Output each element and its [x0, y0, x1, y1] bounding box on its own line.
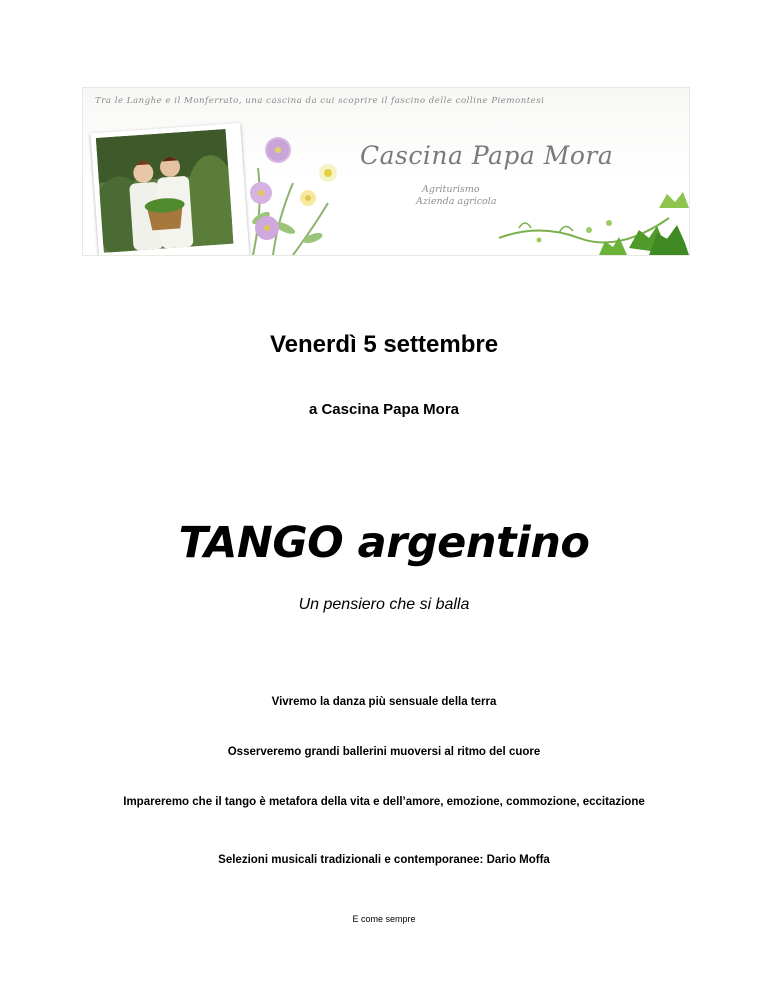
description-line: Impareremo che il tango è metafora della vita e dell’amore, emozione, commozione, eccitazione: [123, 796, 645, 808]
music-selection-line: Selezioni musicali tradizionali e contemporanee: Dario Moffa: [218, 854, 550, 866]
brand-subtitle-azienda: Azienda agricola: [416, 196, 497, 207]
event-title: TANGO argentino: [178, 518, 590, 568]
vine-leaves-illustration: [499, 178, 689, 255]
banner-photo: [90, 123, 249, 256]
brand-subtitle-agriturismo: Agriturismo: [422, 184, 480, 195]
closing-line: E come sempre: [352, 914, 416, 924]
description-line: Osserveremo grandi ballerini muoversi al ritmo del cuore: [227, 746, 541, 758]
brand-name: Cascina Papa Mora: [360, 141, 614, 170]
banner-tagline: Tra le Langhe e il Monferrato, una cascina da cui scoprire il fascino delle colline Piemontesi: [95, 96, 545, 106]
header-banner: [82, 87, 690, 256]
event-motto: Un pensiero che si balla: [298, 596, 470, 613]
event-place: a Cascina Papa Mora: [308, 401, 460, 418]
event-date: Venerdì 5 settembre: [269, 331, 499, 358]
description-line: Vivremo la danza più sensuale della terra: [271, 696, 497, 708]
